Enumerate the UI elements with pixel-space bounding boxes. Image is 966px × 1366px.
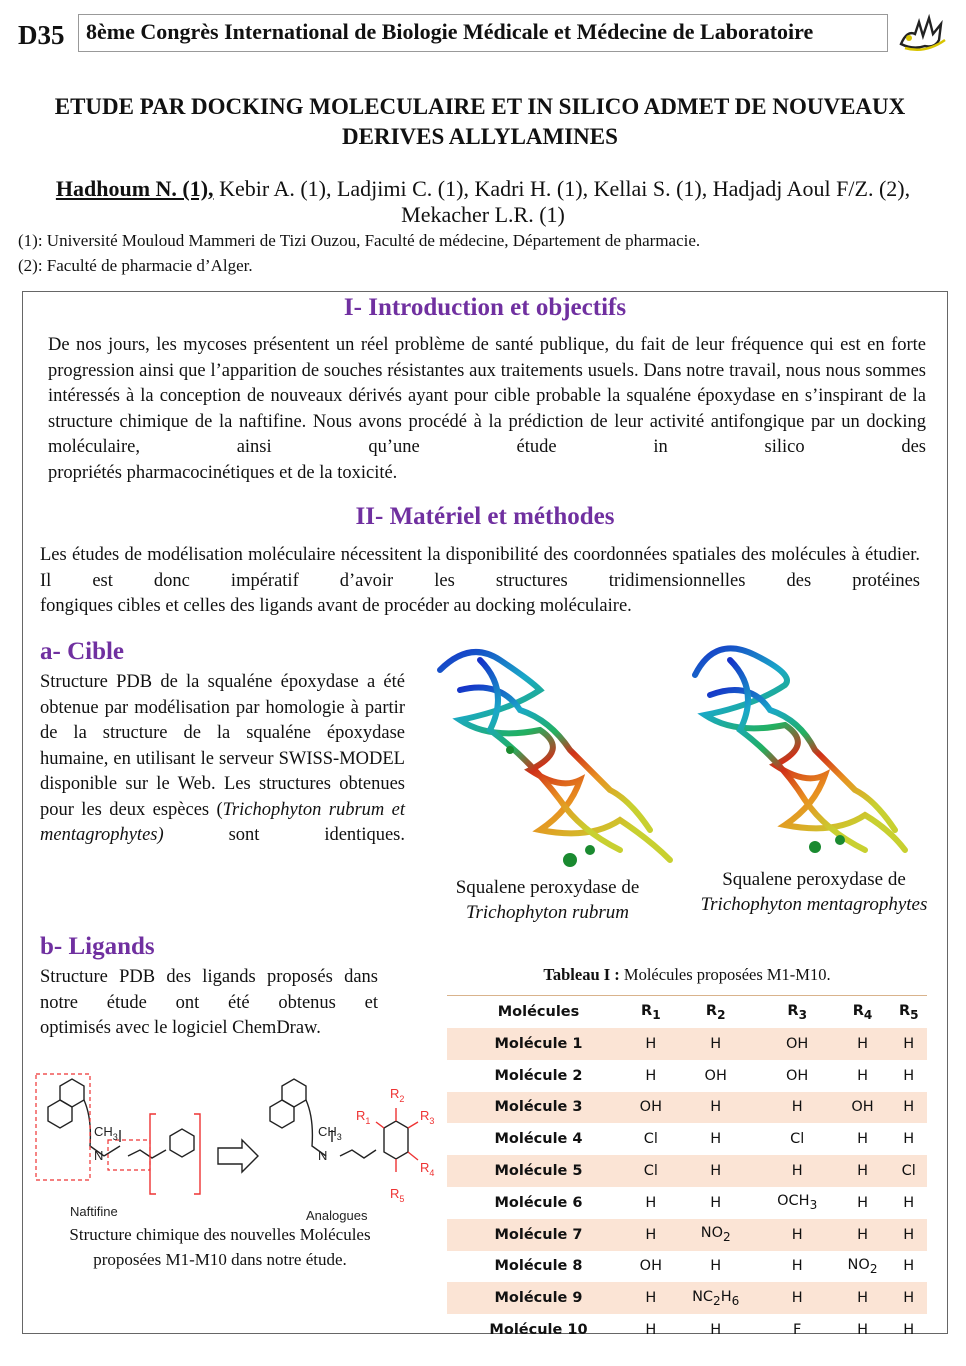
header-r5: $R_5$ — [890, 996, 927, 1029]
molecule-name: Molécule 4 — [494, 1131, 583, 1148]
table-row — [447, 1314, 927, 1346]
table-row — [447, 1219, 927, 1251]
lead-author: Hadhoum N. (1), — [55, 176, 214, 201]
substituent-cell: Cl — [790, 1131, 805, 1148]
table-title-text: Molécules proposées M1-M10. — [619, 965, 831, 984]
substituent-cell: $OCH_3$ — [777, 1193, 818, 1213]
r1-label: $R_1$ — [356, 1108, 371, 1126]
substituent-cell: H — [835, 1282, 891, 1314]
substituent-cell: H — [760, 1219, 835, 1251]
substituent-cell: H — [835, 1155, 891, 1187]
methods-text — [40, 543, 920, 620]
naftifine-methyl: $CH_3$ — [94, 1124, 118, 1142]
naftifine-structure — [48, 1079, 194, 1158]
header-r4: $R_4$ — [835, 996, 891, 1029]
protein-structure-rubrum — [420, 630, 690, 875]
substituent-cell: H — [857, 1194, 868, 1211]
logo-mark — [901, 18, 945, 50]
protein-caption-rubrum — [430, 875, 665, 925]
ligands-body: Structure PDB des ligands proposés dans notre étude ont été obtenus et — [40, 967, 378, 1013]
analogue-nitrogen: N — [318, 1148, 328, 1163]
substituent-cell: H — [710, 1131, 722, 1148]
substituent-cell: OH — [704, 1067, 727, 1084]
substituent-cell: $NC_2H_6$ — [672, 1282, 760, 1314]
substituent-cell: H — [710, 1194, 722, 1211]
r4-label: $R_4$ — [420, 1160, 435, 1178]
naftifine-nitrogen: N — [94, 1148, 104, 1163]
caption-species: Trichophyton mentagrophytes — [700, 894, 928, 915]
table-title — [447, 965, 927, 985]
affiliation-1: (1): Université Mouloud Mammeri de Tizi Ouzou, Faculté de médecine, Département de pharmacie. — [18, 231, 701, 250]
substituent-cell: H — [890, 1282, 927, 1314]
substituent-cell: $NO_2$ — [847, 1257, 878, 1276]
authors — [20, 176, 946, 228]
table-header-row — [447, 996, 927, 1029]
protein-caption-mentagrophytes — [678, 867, 950, 917]
arrow-icon — [218, 1140, 258, 1172]
substituent-cell: H — [630, 1282, 672, 1314]
substituent-cell: H — [890, 1092, 927, 1124]
section-methods-heading: II- Matériel et méthodes — [355, 503, 615, 530]
cible-text — [40, 670, 405, 849]
header-r1: $R_1$ — [630, 996, 672, 1029]
substituent-cell: Cl — [630, 1155, 672, 1187]
poster-title: ETUDE PAR DOCKING MOLECULAIRE ET IN SILICO ADMET DE NOUVEAUX DERIVES ALLYLAMINES — [54, 94, 906, 149]
molecules-table — [447, 995, 927, 1346]
congress-logo — [895, 10, 953, 56]
protein-structure-mentagrophytes — [675, 625, 920, 865]
substituent-cell: OH — [639, 1258, 662, 1275]
header-molecules: Molécules — [447, 996, 630, 1029]
cible-body: Structure PDB de la squaléne époxydase a été obtenue par modélisation par homologie à partir de la structure de la squaléne époxydase humaine, en utilisant le serveur SWISS-MODEL disponible sur le Web. Les structures obtenues pour les deux espèces ( — [40, 672, 405, 820]
substituent-cell: H — [710, 1258, 722, 1275]
molecule-name: Molécule 9 — [447, 1282, 630, 1314]
substituent-cell: H — [903, 1322, 915, 1339]
substituent-cell: H — [760, 1155, 835, 1187]
substituent-cell: OH — [630, 1092, 672, 1124]
header-r2: $R_2$ — [672, 996, 760, 1029]
substituent-cell: H — [903, 1258, 915, 1275]
table-row — [447, 1060, 927, 1092]
substituent-cell: H — [903, 1067, 915, 1084]
substituent-cell: OH — [760, 1028, 835, 1060]
methods-last-line: fongiques cibles et celles des ligands avant de procéder au docking moléculaire. — [40, 596, 632, 616]
table-row — [447, 1251, 927, 1283]
substituent-cell: OH — [835, 1092, 891, 1124]
molecule-name: Molécule 6 — [494, 1194, 583, 1211]
ligands-text — [40, 965, 378, 1042]
substituent-cell: H — [890, 1219, 927, 1251]
methods-body: Les études de modélisation moléculaire nécessitent la disponibilité des coordonnées spatiales des molécules à étudier. Il est donc impératif d’avoir les structures tridimensionnelles des protéines — [40, 545, 920, 591]
substituent-cell: H — [835, 1028, 891, 1060]
table-row — [447, 1282, 927, 1314]
molecule-name: Molécule 7 — [447, 1219, 630, 1251]
substituent-cell: Cl — [890, 1155, 927, 1187]
molecule-name: Molécule 8 — [494, 1258, 583, 1275]
affiliation-2: (2): Faculté de pharmacie d’Alger. — [18, 256, 253, 275]
cible-species: Trichophyton rubrum et mentagrophytes) — [40, 799, 405, 845]
substituent-cell: F — [793, 1322, 802, 1339]
molecule-name: Molécule 2 — [494, 1067, 583, 1084]
bracket-highlight — [150, 1114, 200, 1194]
r2-label: $R_2$ — [390, 1086, 405, 1104]
substituent-cell: Cl — [643, 1131, 658, 1148]
substituent-cell: H — [857, 1131, 868, 1148]
caption-species: Trichophyton rubrum — [465, 902, 630, 923]
molecule-name: Molécule 5 — [447, 1155, 630, 1187]
co-authors: Kebir A. (1), Ladjimi C. (1), Kadri H. (1), Kellai S. (1), Hadjadj Aoul F/Z. (2), Mekacher L.R. (1) — [213, 176, 911, 227]
poster-code: D35 — [18, 20, 65, 50]
substituent-cell: H — [760, 1282, 835, 1314]
cible-heading: a- Cible — [40, 638, 125, 665]
substituent-cell: H — [672, 1092, 760, 1124]
table-row — [447, 1187, 927, 1219]
substituent-cell: H — [890, 1028, 927, 1060]
substituent-cell: H — [672, 1155, 760, 1187]
congress-title: 8ème Congrès International de Biologie Médicale et Médecine de Laboratoire — [86, 19, 814, 44]
naftifine-label: Naftifine — [70, 1204, 118, 1219]
molecule-name: Molécule 1 — [447, 1028, 630, 1060]
substituent-cell: H — [760, 1092, 835, 1124]
table-row — [447, 1123, 927, 1155]
header-r3: $R_3$ — [760, 996, 835, 1029]
substituent-cell: H — [835, 1219, 891, 1251]
introduction-body: De nos jours, les mycoses présentent un réel problème de santé publique, du fait de leur fréquence qui est en forte progression ainsi que l’apparition de souches résistantes aux traitements usuels. Dans notre travail, nous nous sommes intéressés à la conception de nouveaux dérivés ayant pour cible probable la squaléne époxydase en s’inspirant de la structure chimique de la naftifine. Nous avons procédé à la prédiction de leur activité antifongique par un docking moléculaire, ainsi qu’une étude in silico des — [48, 335, 926, 457]
caption-line: Squalene peroxydase de — [455, 877, 640, 898]
substituent-cell: H — [903, 1131, 915, 1148]
molecule-name: Molécule 3 — [447, 1092, 630, 1124]
substituent-cell: H — [645, 1067, 657, 1084]
substituent-cell: H — [630, 1219, 672, 1251]
table-title-label: Tableau I : — [543, 965, 620, 984]
section-introduction-heading: I- Introduction et objectifs — [343, 294, 627, 321]
substituent-cell: H — [791, 1258, 803, 1275]
introduction-last-line: propriétés pharmacocinétiques et de la toxicité. — [48, 462, 398, 483]
caption-line: Squalene peroxydase de — [722, 869, 906, 890]
substituent-cell: H — [672, 1028, 760, 1060]
substituent-cell: H — [857, 1067, 868, 1084]
analogues-label: Analogues — [306, 1208, 368, 1223]
chemical-scheme — [30, 1068, 440, 1228]
substituent-cell: $NO_2$ — [672, 1219, 760, 1251]
ligands-last-line: optimisés avec le logiciel ChemDraw. — [40, 1018, 321, 1038]
scheme-caption: Structure chimique des nouvelles Molécules proposées M1-M10 dans notre étude. — [69, 1225, 371, 1269]
substituent-cell: H — [630, 1028, 672, 1060]
substituent-cell: H — [645, 1322, 657, 1339]
substituent-cell: H — [857, 1322, 868, 1339]
analogue-methyl: $CH_3$ — [318, 1124, 342, 1142]
table-row — [447, 1092, 927, 1124]
table-row — [447, 1155, 927, 1187]
table-body — [447, 1028, 927, 1346]
substituent-cell: OH — [786, 1067, 809, 1084]
molecule-name: Molécule 10 — [489, 1322, 588, 1339]
introduction-text — [48, 333, 926, 486]
substituent-cell: H — [645, 1194, 657, 1211]
ligands-heading: b- Ligands — [40, 933, 155, 960]
r5-label: $R_5$ — [390, 1186, 405, 1204]
r3-label: $R_3$ — [420, 1108, 435, 1126]
table-row — [447, 1028, 927, 1060]
cible-end: sont identiques. — [163, 825, 405, 845]
substituent-cell: H — [903, 1194, 915, 1211]
substituent-cell: H — [710, 1322, 722, 1339]
